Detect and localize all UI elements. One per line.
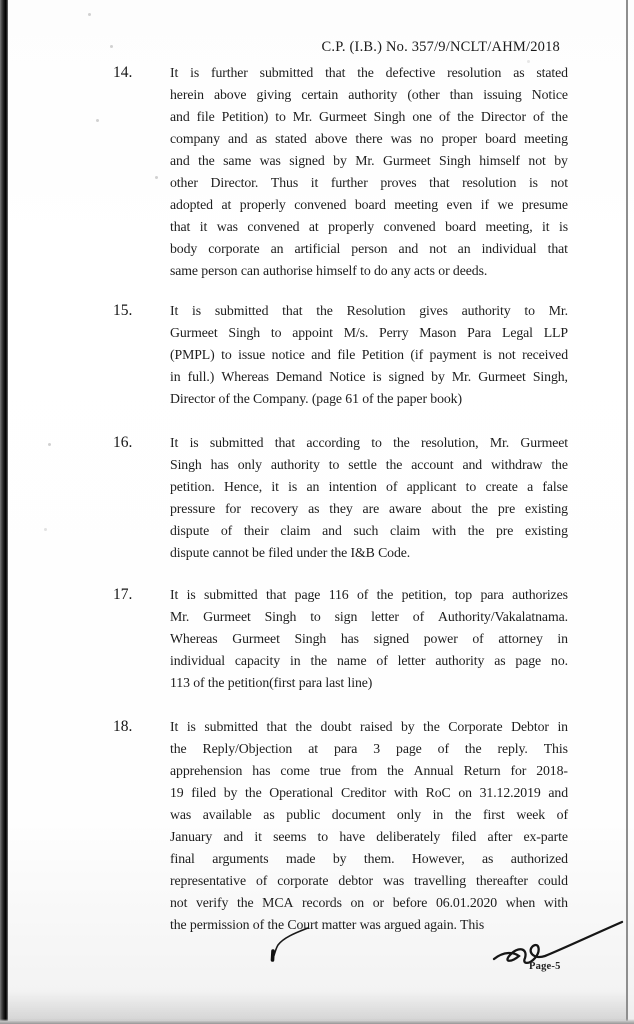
paragraph-number: 16. <box>113 434 133 451</box>
numbered-paragraph <box>113 432 568 564</box>
paragraph-text <box>170 584 568 694</box>
paragraph-number: 15. <box>113 302 133 319</box>
text-line: pressure for recovery as they are aware about the pre existing <box>170 501 568 516</box>
scan-shadow-bottom <box>8 990 626 1020</box>
text-line: and file Petition) to Mr. Gurmeet Singh one of the Director of the <box>170 109 568 124</box>
text-line: 19 filed by the Operational Creditor with RoC on 31.12.2019 and <box>170 785 568 800</box>
text-line: It is submitted that according to the resolution, Mr. Gurmeet <box>170 435 568 450</box>
scan-speck <box>96 119 99 122</box>
page-number-label: Page-5 <box>529 961 561 972</box>
paragraph-number: 17. <box>113 586 133 603</box>
text-line: Whereas Gurmeet Singh has signed power of attorney in <box>170 631 568 646</box>
scan-speck <box>48 443 51 446</box>
text-line: representative of corporate debtor was travelling thereafter could <box>170 873 568 888</box>
text-line: apprehension has come true from the Annual Return for 2018- <box>170 763 568 778</box>
text-line: not verify the MCA records on or before 06.01.2020 when with <box>170 895 568 910</box>
text-line: and the same was signed by Mr. Gurmeet Singh himself not by <box>170 153 568 168</box>
text-line: It is submitted that the doubt raised by the Corporate Debtor in <box>170 719 568 734</box>
scan-speck <box>88 13 91 16</box>
scan-edge-left <box>0 0 8 1024</box>
text-line: (PMPL) to issue notice and file Petition (if payment is not received <box>170 347 568 362</box>
paragraph-text <box>170 62 568 282</box>
text-line: petition. Hence, it is an intention of applicant to create a false <box>170 479 568 494</box>
text-line: dispute of their claim and such claim with the pre existing <box>170 523 568 538</box>
text-line: in full.) Whereas Demand Notice is signed by Mr. Gurmeet Singh, <box>170 369 568 384</box>
text-line: It is submitted that the Resolution gives authority to Mr. <box>170 303 568 318</box>
text-line: body corporate an artificial person and not an individual that <box>170 241 568 256</box>
pen-mark <box>262 924 312 966</box>
paragraph-number: 14. <box>113 64 133 81</box>
text-line: the permission of the Court matter was argued again. This <box>170 917 485 932</box>
text-line: final arguments made by them. However, as authorized <box>170 851 568 866</box>
text-line: It is further submitted that the defective resolution as stated <box>170 65 568 80</box>
text-line: company and as stated above there was no proper board meeting <box>170 131 568 146</box>
text-line: 113 of the petition(first para last line) <box>170 675 373 690</box>
text-line: January and it seems to have deliberately filed after ex-parte <box>170 829 568 844</box>
numbered-paragraph <box>113 300 568 410</box>
text-line: individual capacity in the name of letter authority as page no. <box>170 653 568 668</box>
text-line: dispute cannot be filed under the I&B Code. <box>170 545 411 560</box>
text-line: Mr. Gurmeet Singh to sign letter of Authority/Vakalatnama. <box>170 609 568 624</box>
text-line: herein above giving certain authority (other than issuing Notice <box>170 87 568 102</box>
text-line: other Director. Thus it further proves that resolution is not <box>170 175 568 190</box>
text-line: Gurmeet Singh to appoint M/s. Perry Mason Para Legal LLP <box>170 325 568 340</box>
text-line: It is submitted that page 116 of the petition, top para authorizes <box>170 587 568 602</box>
paragraph-text <box>170 716 568 936</box>
paragraph-text <box>170 432 568 564</box>
scan-speck <box>110 45 113 48</box>
paragraph-number: 18. <box>113 718 133 735</box>
text-line: adopted at properly convened board meeting even if we presume <box>170 197 568 212</box>
text-line: the Reply/Objection at para 3 page of the reply. This <box>170 741 568 756</box>
text-line: same person can authorise himself to do any acts or deeds. <box>170 263 488 278</box>
numbered-paragraph <box>113 62 568 282</box>
numbered-paragraph <box>113 584 568 694</box>
numbered-paragraph <box>113 716 568 936</box>
text-line: Director of the Company. (page 61 of the paper book) <box>170 391 462 406</box>
scan-edge-bottom <box>0 1019 634 1024</box>
text-line: was available as public document only in the first week of <box>170 807 568 822</box>
scan-speck <box>44 528 47 531</box>
scan-speck <box>527 60 530 63</box>
case-number: C.P. (I.B.) No. 357/9/NCLT/AHM/2018 <box>321 39 560 55</box>
text-line: that it was convened at properly convened board meeting, it is <box>170 219 568 234</box>
scan-edge-right <box>626 0 628 1024</box>
scan-speck <box>155 176 158 179</box>
text-line: Singh has only authority to settle the account and withdraw the <box>170 457 568 472</box>
paragraph-text <box>170 300 568 410</box>
